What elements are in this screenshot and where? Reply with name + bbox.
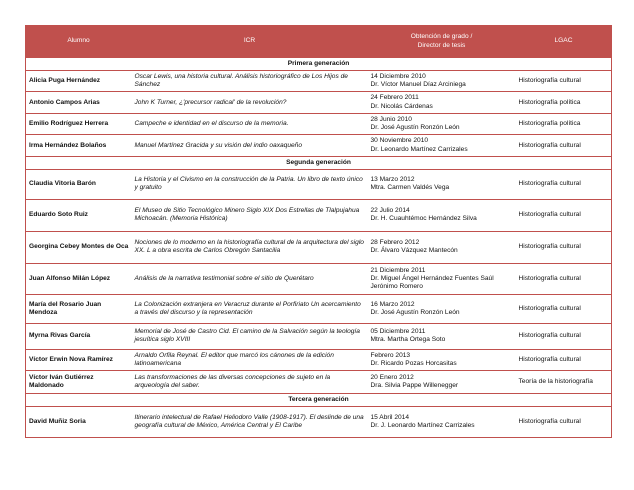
lgac-value: Historiografía cultural	[516, 323, 612, 349]
lgac-value: Historiografía cultural	[516, 407, 612, 438]
degree-date: 14 Diciembre 2010	[370, 73, 426, 80]
student-row	[26, 135, 612, 156]
lgac-value: Historiografía política	[516, 113, 612, 134]
degree-date: 30 Noviembre 2010	[370, 137, 429, 145]
thesis-director: Dr. Ricardo Pozas Horcasitas	[370, 360, 457, 368]
thesis-director: Dr. J. Leonardo Martínez Carrizales	[370, 422, 475, 430]
icr-title: John K Turner, ¿'precursor radical' de la revolución?	[132, 92, 368, 113]
degree-cell	[368, 199, 516, 231]
student-name: Georgina Cebey Montes de Oca	[26, 231, 132, 263]
generation-title: Segunda generación	[26, 156, 612, 169]
icr-title: Arnaldo Orfila Reynal. El editor que marcó los cánones de la edición latinoamericana	[132, 349, 368, 370]
degree-cell	[368, 92, 516, 113]
degree-date: 13 Marzo 2012	[370, 176, 415, 184]
student-name: Claudia Vitoria Barón	[26, 169, 132, 199]
icr-title: Oscar Lewis, una historia cultural. Análisis historiográfico de Los Hijos de Sánchez	[132, 71, 368, 92]
icr-title: Manuel Martínez Gracida y su visión del indio oaxaqueño	[132, 135, 368, 156]
lgac-value: Teoría de la historiografía	[516, 371, 612, 394]
student-row	[26, 231, 612, 263]
student-name: David Muñiz Soria	[26, 407, 132, 438]
icr-title: La Historia y el Civismo en la construcción de la Patria. Un libro de texto único y gratuito	[132, 169, 368, 199]
degree-cell	[368, 407, 516, 438]
degree-cell	[368, 71, 516, 92]
student-row	[26, 349, 612, 370]
icr-title: El Museo de Sitio Tecnológico Minero Siglo XIX Dos Estrellas de Tlalpujahua Michoacán. (Memoria Histórica)	[132, 199, 368, 231]
student-name: Víctor Iván Gutiérrez Maldonado	[26, 371, 132, 394]
student-row	[26, 199, 612, 231]
degree-cell	[368, 371, 516, 394]
header-lgac: LGAC	[516, 26, 612, 58]
thesis-director: Dr. Nicolás Cárdenas	[370, 102, 433, 110]
degree-date: 15 Abril 2014	[370, 414, 409, 422]
student-name: Juan Alfonso Milán López	[26, 263, 132, 294]
icr-title: Itinerario intelectual de Rafael Heliodoro Valle (1908-1917). El deslinde de una geografía cultural de México, América Central y El Caribe	[132, 407, 368, 438]
generation-row	[26, 156, 612, 169]
degree-cell	[368, 113, 516, 134]
thesis-director: Mtra. Carmen Valdés Vega	[370, 184, 450, 192]
student-name: Antonio Campos Arias	[26, 92, 132, 113]
student-row	[26, 371, 612, 394]
degree-date: 28 Junio 2010	[370, 115, 412, 123]
degree-date: 22 Julio 2014	[370, 207, 410, 215]
header-alumno: Alumno	[26, 26, 132, 58]
degree-cell	[368, 349, 516, 370]
icr-title: Análisis de la narrativa testimonial sobre el sitio de Querétaro	[132, 263, 368, 294]
student-row	[26, 294, 612, 323]
student-row	[26, 169, 612, 199]
icr-title: Memorial de José de Castro Cid. El camino de la Salvación según la teología jesuítica siglo XVIII	[132, 323, 368, 349]
degree-cell	[368, 169, 516, 199]
degree-cell	[368, 231, 516, 263]
thesis-director: Mtra. Martha Ortega Soto	[370, 336, 446, 344]
thesis-director: Dr. José Agustín Ronzón León	[370, 308, 460, 316]
lgac-value: Historiografía cultural	[516, 231, 612, 263]
student-row	[26, 113, 612, 134]
degree-cell	[368, 323, 516, 349]
header-obtencion-line2: Director de tesis	[417, 41, 466, 49]
degree-cell	[368, 263, 516, 294]
icr-title: La Colonización extranjera en Veracruz durante el Porfiriato Un acercamiento a través del discurso y la representación	[132, 294, 368, 323]
student-name: Eduardo Soto Ruiz	[26, 199, 132, 231]
degree-date: 20 Enero 2012	[370, 374, 414, 382]
thesis-director: Dr. H. Cuauhtémoc Hernández Silva	[370, 215, 477, 223]
lgac-value: Historiografía cultural	[516, 263, 612, 294]
thesis-director: Dr. José Agustín Ronzón León	[370, 124, 460, 132]
student-name: Emilio Rodríguez Herrera	[26, 113, 132, 134]
generation-row	[26, 58, 612, 71]
thesis-director: Dr. Miguel Ángel Hernández Fuentes Saúl Jerónimo Romero	[370, 274, 494, 290]
lgac-value: Historiografía cultural	[516, 349, 612, 370]
icr-title: Las transformaciones de las diversas concepciones de sujeto en la arqueología del saber.	[132, 371, 368, 394]
thesis-director: Dr. Leonardo Martínez Carrizales	[370, 145, 468, 153]
student-row	[26, 323, 612, 349]
graduates-table	[25, 25, 612, 438]
icr-title: Campeche e identidad en el discurso de la memoria.	[132, 113, 368, 134]
generation-title: Tercera generación	[26, 394, 612, 407]
student-name: Myrna Rivas García	[26, 323, 132, 349]
header-obtencion-line1: Obtención de grado /	[410, 33, 473, 41]
degree-date: Febrero 2013	[370, 351, 411, 359]
student-name: Alicia Puga Hernández	[26, 71, 132, 92]
lgac-value: Historiografía cultural	[516, 169, 612, 199]
thesis-director: Dra. Silvia Pappe Willenegger	[370, 382, 459, 390]
generation-row	[26, 394, 612, 407]
student-row	[26, 407, 612, 438]
student-row	[26, 92, 612, 113]
degree-cell	[368, 135, 516, 156]
student-name: Víctor Erwin Nova Ramírez	[26, 349, 132, 370]
lgac-value: Historiografía cultural	[516, 71, 612, 92]
lgac-value: Historiografía cultural	[516, 294, 612, 323]
icr-title: Nociones de lo moderno en la historiografía cultural de la arquitectura del siglo XX. L a obra escrita de Carlos Obregón Santacilia	[132, 231, 368, 263]
header-icr: ICR	[132, 26, 368, 58]
student-row	[26, 71, 612, 92]
thesis-director: Dr. Víctor Manuel Díaz Arciniega	[370, 81, 466, 89]
lgac-value: Historiografía política	[516, 92, 612, 113]
generation-title: Primera generación	[26, 58, 612, 71]
student-name: Irma Hernández Bolaños	[26, 135, 132, 156]
degree-date: 24 Febrero 2011	[370, 94, 419, 102]
thesis-director: Dr. Álvaro Vázquez Mantecón	[370, 247, 458, 255]
header-row	[26, 26, 612, 58]
lgac-value: Historiografía cultural	[516, 135, 612, 156]
degree-date: 05 Diciembre 2011	[370, 328, 426, 336]
student-row	[26, 263, 612, 294]
student-name: María del Rosario Juan Mendoza	[26, 294, 132, 323]
degree-cell	[368, 294, 516, 323]
degree-date: 28 Febrero 2012	[370, 239, 420, 247]
header-obtencion	[368, 26, 516, 58]
degree-date: 21 Diciembre 2011	[370, 266, 426, 274]
lgac-value: Historiografía cultural	[516, 199, 612, 231]
degree-date: 16 Marzo 2012	[370, 300, 415, 308]
